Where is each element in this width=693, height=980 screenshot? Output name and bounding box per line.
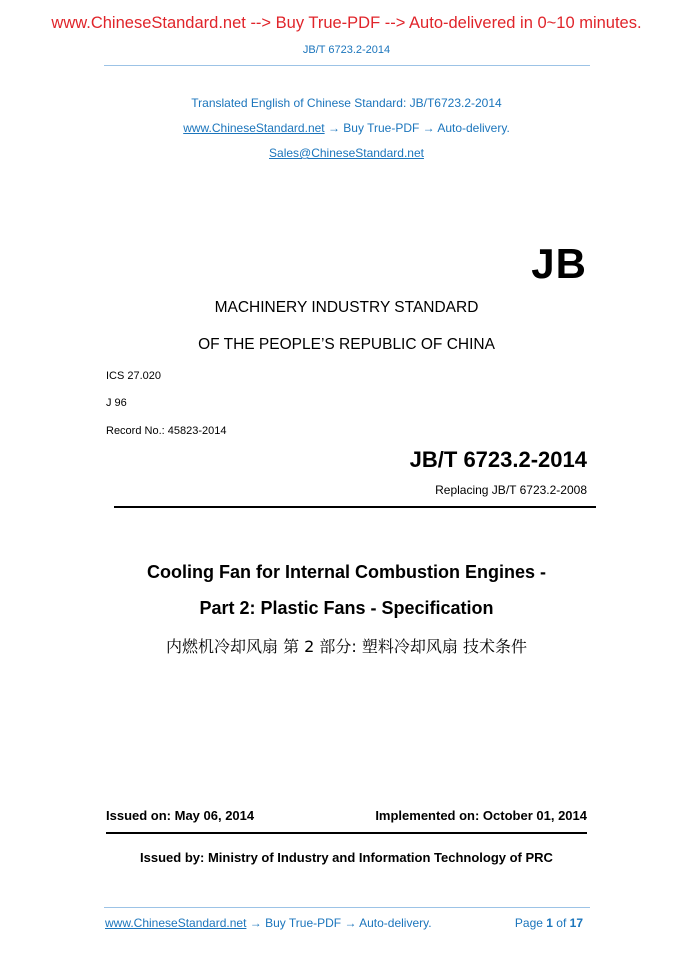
header-doc-code: JB/T 6723.2-2014	[302, 44, 391, 56]
standard-divider	[114, 506, 596, 508]
issued-on-date: Issued on: May 06, 2014	[106, 808, 255, 823]
translation-purchase-line	[0, 121, 693, 135]
top-banner[interactable]: www.ChineseStandard.net --> Buy True-PDF --> Auto-delivered in 0~10 minutes.	[51, 14, 642, 32]
standard-heading-line2: OF THE PEOPLE’S REPUBLIC OF CHINA	[198, 336, 495, 353]
classification-code: J 96	[106, 397, 127, 409]
page-indicator	[515, 916, 583, 930]
footer-purchase-line	[105, 916, 432, 930]
jb-logo: JB	[531, 240, 587, 287]
header-divider	[104, 65, 590, 66]
page-label: Page	[514, 916, 547, 930]
standard-number: JB/T 6723.2-2014	[409, 447, 587, 472]
implemented-on-date: Implemented on: October 01, 2014	[375, 808, 587, 823]
page-current: 1	[546, 916, 553, 930]
title-cn: 内燃机冷却风扇 第 2 部分: 塑料冷却风扇 技术条件	[165, 637, 527, 656]
title-en-line1: Cooling Fan for Internal Combustion Engines -	[147, 562, 546, 582]
translation-purchase-text: → Buy True-PDF → Auto-delivery.	[324, 121, 510, 135]
record-number: Record No.: 45823-2014	[106, 425, 227, 437]
email-line	[0, 146, 693, 160]
footer-site-link[interactable]: www.ChineseStandard.net	[105, 916, 247, 930]
replacing-standard: Replacing JB/T 6723.2-2008	[435, 483, 587, 497]
dates-divider	[106, 832, 587, 834]
ics-code: ICS 27.020	[106, 370, 162, 382]
issued-by: Issued by: Ministry of Industry and Information Technology of PRC	[140, 850, 553, 865]
translation-site-link[interactable]: www.ChineseStandard.net	[183, 121, 325, 135]
title-en-line2: Part 2: Plastic Fans - Specification	[199, 598, 494, 618]
page-of: of	[552, 916, 570, 930]
page-total: 17	[569, 916, 583, 930]
footer-purchase-text: → Buy True-PDF → Auto-delivery.	[246, 916, 432, 930]
email-link[interactable]: Sales@ChineseStandard.net	[269, 146, 424, 160]
standard-heading-line1: MACHINERY INDUSTRY STANDARD	[214, 299, 479, 316]
translation-notice: Translated English of Chinese Standard: JB/T6723.2-2014	[191, 96, 502, 110]
footer-divider	[104, 907, 590, 908]
